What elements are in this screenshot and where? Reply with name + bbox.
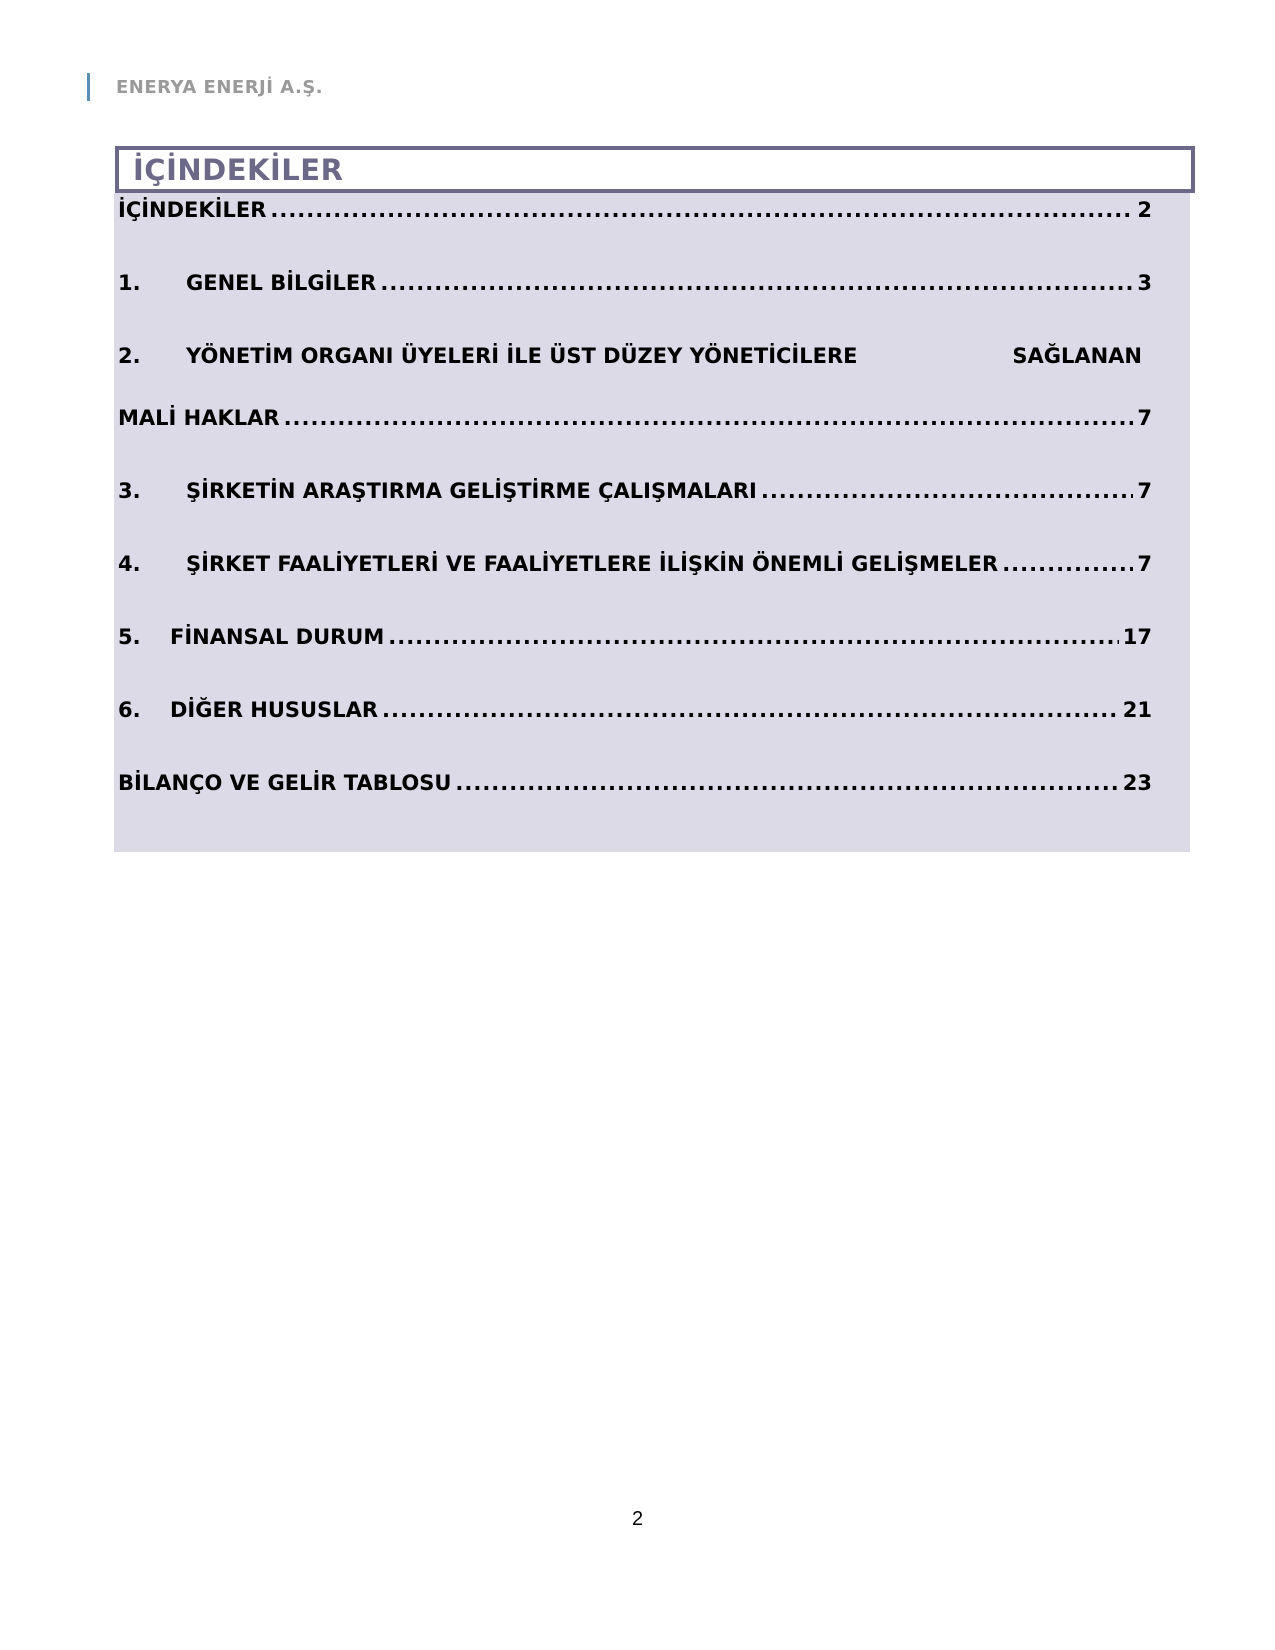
toc-entry-number: 6. (118, 698, 141, 722)
toc-entry-title: ŞİRKETİN ARAŞTIRMA GELİŞTİRME ÇALIŞMALARI (186, 479, 757, 503)
toc-leader-dots (1002, 552, 1133, 576)
toc-leader-dots (388, 625, 1119, 649)
toc-entry-title: DİĞER HUSUSLAR (170, 698, 379, 722)
toc-entry-title-continued: SAĞLANAN (1012, 344, 1142, 368)
page-number: 2 (631, 1508, 644, 1530)
toc-entry-number: 5. (118, 625, 141, 649)
toc-entry-left (118, 344, 858, 368)
toc-entry-finansal-durum[interactable] (118, 625, 1152, 655)
header-accent-bar (87, 73, 90, 101)
toc-entry-yonetim-line1[interactable] (118, 344, 1142, 368)
toc-entry-number: 1. (118, 271, 141, 295)
toc-leader-dots (455, 771, 1118, 795)
toc-entry-page: 7 (1137, 479, 1152, 503)
toc-entry-title: ŞİRKET FAALİYETLERİ VE FAALİYETLERE İLİŞKİN ÖNEMLİ GELİŞMELER (186, 552, 999, 576)
toc-entry-title: İÇİNDEKİLER (118, 198, 267, 222)
toc-entry-title: YÖNETİM ORGANI ÜYELERİ İLE ÜST DÜZEY YÖNETİCİLERE (186, 344, 858, 368)
toc-entry-bilanco[interactable] (118, 771, 1152, 801)
toc-entry-page: 2 (1137, 198, 1152, 222)
company-name: ENERYA ENERJİ A.Ş. (116, 76, 324, 98)
toc-entry-page: 7 (1137, 406, 1152, 430)
toc-entry-yonetim-line2[interactable] (118, 406, 1152, 436)
toc-leader-dots (382, 698, 1119, 722)
toc-leader-dots (270, 198, 1133, 222)
toc-entry-number: 3. (118, 479, 141, 503)
toc-entry-title: MALİ HAKLAR (118, 406, 280, 430)
toc-entry-diger-hususlar[interactable] (118, 698, 1152, 728)
toc-leader-dots (761, 479, 1134, 503)
toc-leader-dots (284, 406, 1134, 430)
toc-entry-page: 23 (1122, 771, 1152, 795)
toc-heading-box (115, 146, 1195, 193)
toc-entry-page: 21 (1122, 698, 1152, 722)
toc-entry-number: 4. (118, 552, 141, 576)
toc-leader-dots (380, 271, 1133, 295)
toc-entry-title: BİLANÇO VE GELİR TABLOSU (118, 771, 452, 795)
toc-entry-number: 2. (118, 344, 141, 368)
toc-entry-faaliyetler[interactable] (118, 552, 1152, 582)
toc-entry-title: FİNANSAL DURUM (170, 625, 385, 649)
toc-entry-page: 3 (1137, 271, 1152, 295)
running-header (87, 72, 323, 102)
toc-entry-title: GENEL BİLGİLER (186, 271, 377, 295)
toc-heading: İÇİNDEKİLER (133, 152, 344, 187)
toc-entry-page: 17 (1122, 625, 1152, 649)
toc-entry-contents[interactable] (118, 198, 1152, 228)
toc-entry-page: 7 (1137, 552, 1152, 576)
toc-entry-arge[interactable] (118, 479, 1152, 509)
toc-entry-genel-bilgiler[interactable] (118, 271, 1152, 301)
